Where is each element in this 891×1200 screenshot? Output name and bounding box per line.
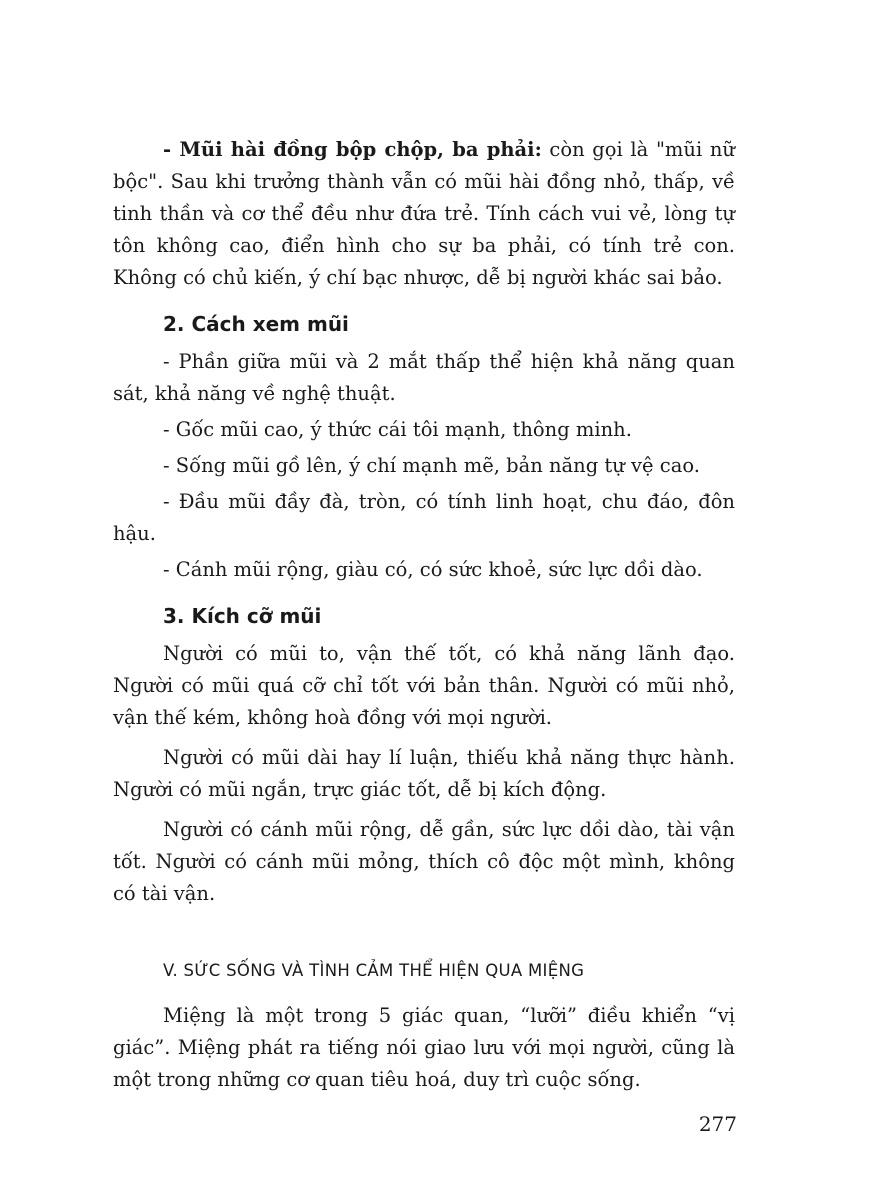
section-2-item: - Cánh mũi rộng, giàu có, có sức khoẻ, sức lực dồi dào. <box>163 558 703 581</box>
section-3-heading: 3. Kích cỡ mũi <box>163 604 322 628</box>
intro-text: còn gọi là "mũi nữ bộc". Sau khi trưởng thành vẫn có mũi hài đồng nhỏ, thấp, về tinh thần và cơ thể đều như đứa trẻ. Tính cách vui vẻ, lòng tự tôn không cao, điển hình cho sự ba phải, có tính trẻ con. Không có chủ kiến, ý chí bạc nhược, dễ bị người khác sai bảo. <box>113 138 735 289</box>
section-2-item: - Sống mũi gồ lên, ý chí mạnh mẽ, bản năng tự vệ cao. <box>163 454 700 477</box>
page-number: 277 <box>698 1112 737 1136</box>
intro-lead: - Mũi hài đồng bộp chộp, ba phải: <box>163 138 542 161</box>
section-5-title: V. SỨC SỐNG VÀ TÌNH CẢM THỂ HIỆN QUA MIỆNG <box>163 961 585 980</box>
section-2-item: - Phần giữa mũi và 2 mắt thấp thể hiện khả năng quan sát, khả năng về nghệ thuật. <box>113 350 735 405</box>
section-3-paragraph: Người có mũi dài hay lí luận, thiếu khả năng thực hành. Người có mũi ngắn, trực giác tốt, dễ bị kích động. <box>113 746 735 801</box>
section-2-item: - Đầu mũi đầy đà, tròn, có tính linh hoạt, chu đáo, đôn hậu. <box>113 490 735 545</box>
section-2-heading: 2. Cách xem mũi <box>163 312 349 336</box>
section-5-paragraph: Miệng là một trong 5 giác quan, “lưỡi” điều khiển “vị giác”. Miệng phát ra tiếng nói giao lưu với mọi người, cũng là một trong những cơ quan tiêu hoá, duy trì cuộc sống. <box>113 1004 735 1091</box>
section-3-paragraph: Người có mũi to, vận thế tốt, có khả năng lãnh đạo. Người có mũi quá cỡ chỉ tốt với bản thân. Người có mũi nhỏ, vận thế kém, không hoà đồng với mọi người. <box>113 642 735 729</box>
page-body <box>113 134 735 1096</box>
intro-paragraph <box>113 134 735 294</box>
section-3-paragraph: Người có cánh mũi rộng, dễ gần, sức lực dồi dào, tài vận tốt. Người có cánh mũi mỏng, thích cô độc một mình, không có tài vận. <box>113 818 735 905</box>
section-2-item: - Gốc mũi cao, ý thức cái tôi mạnh, thông minh. <box>163 418 632 441</box>
